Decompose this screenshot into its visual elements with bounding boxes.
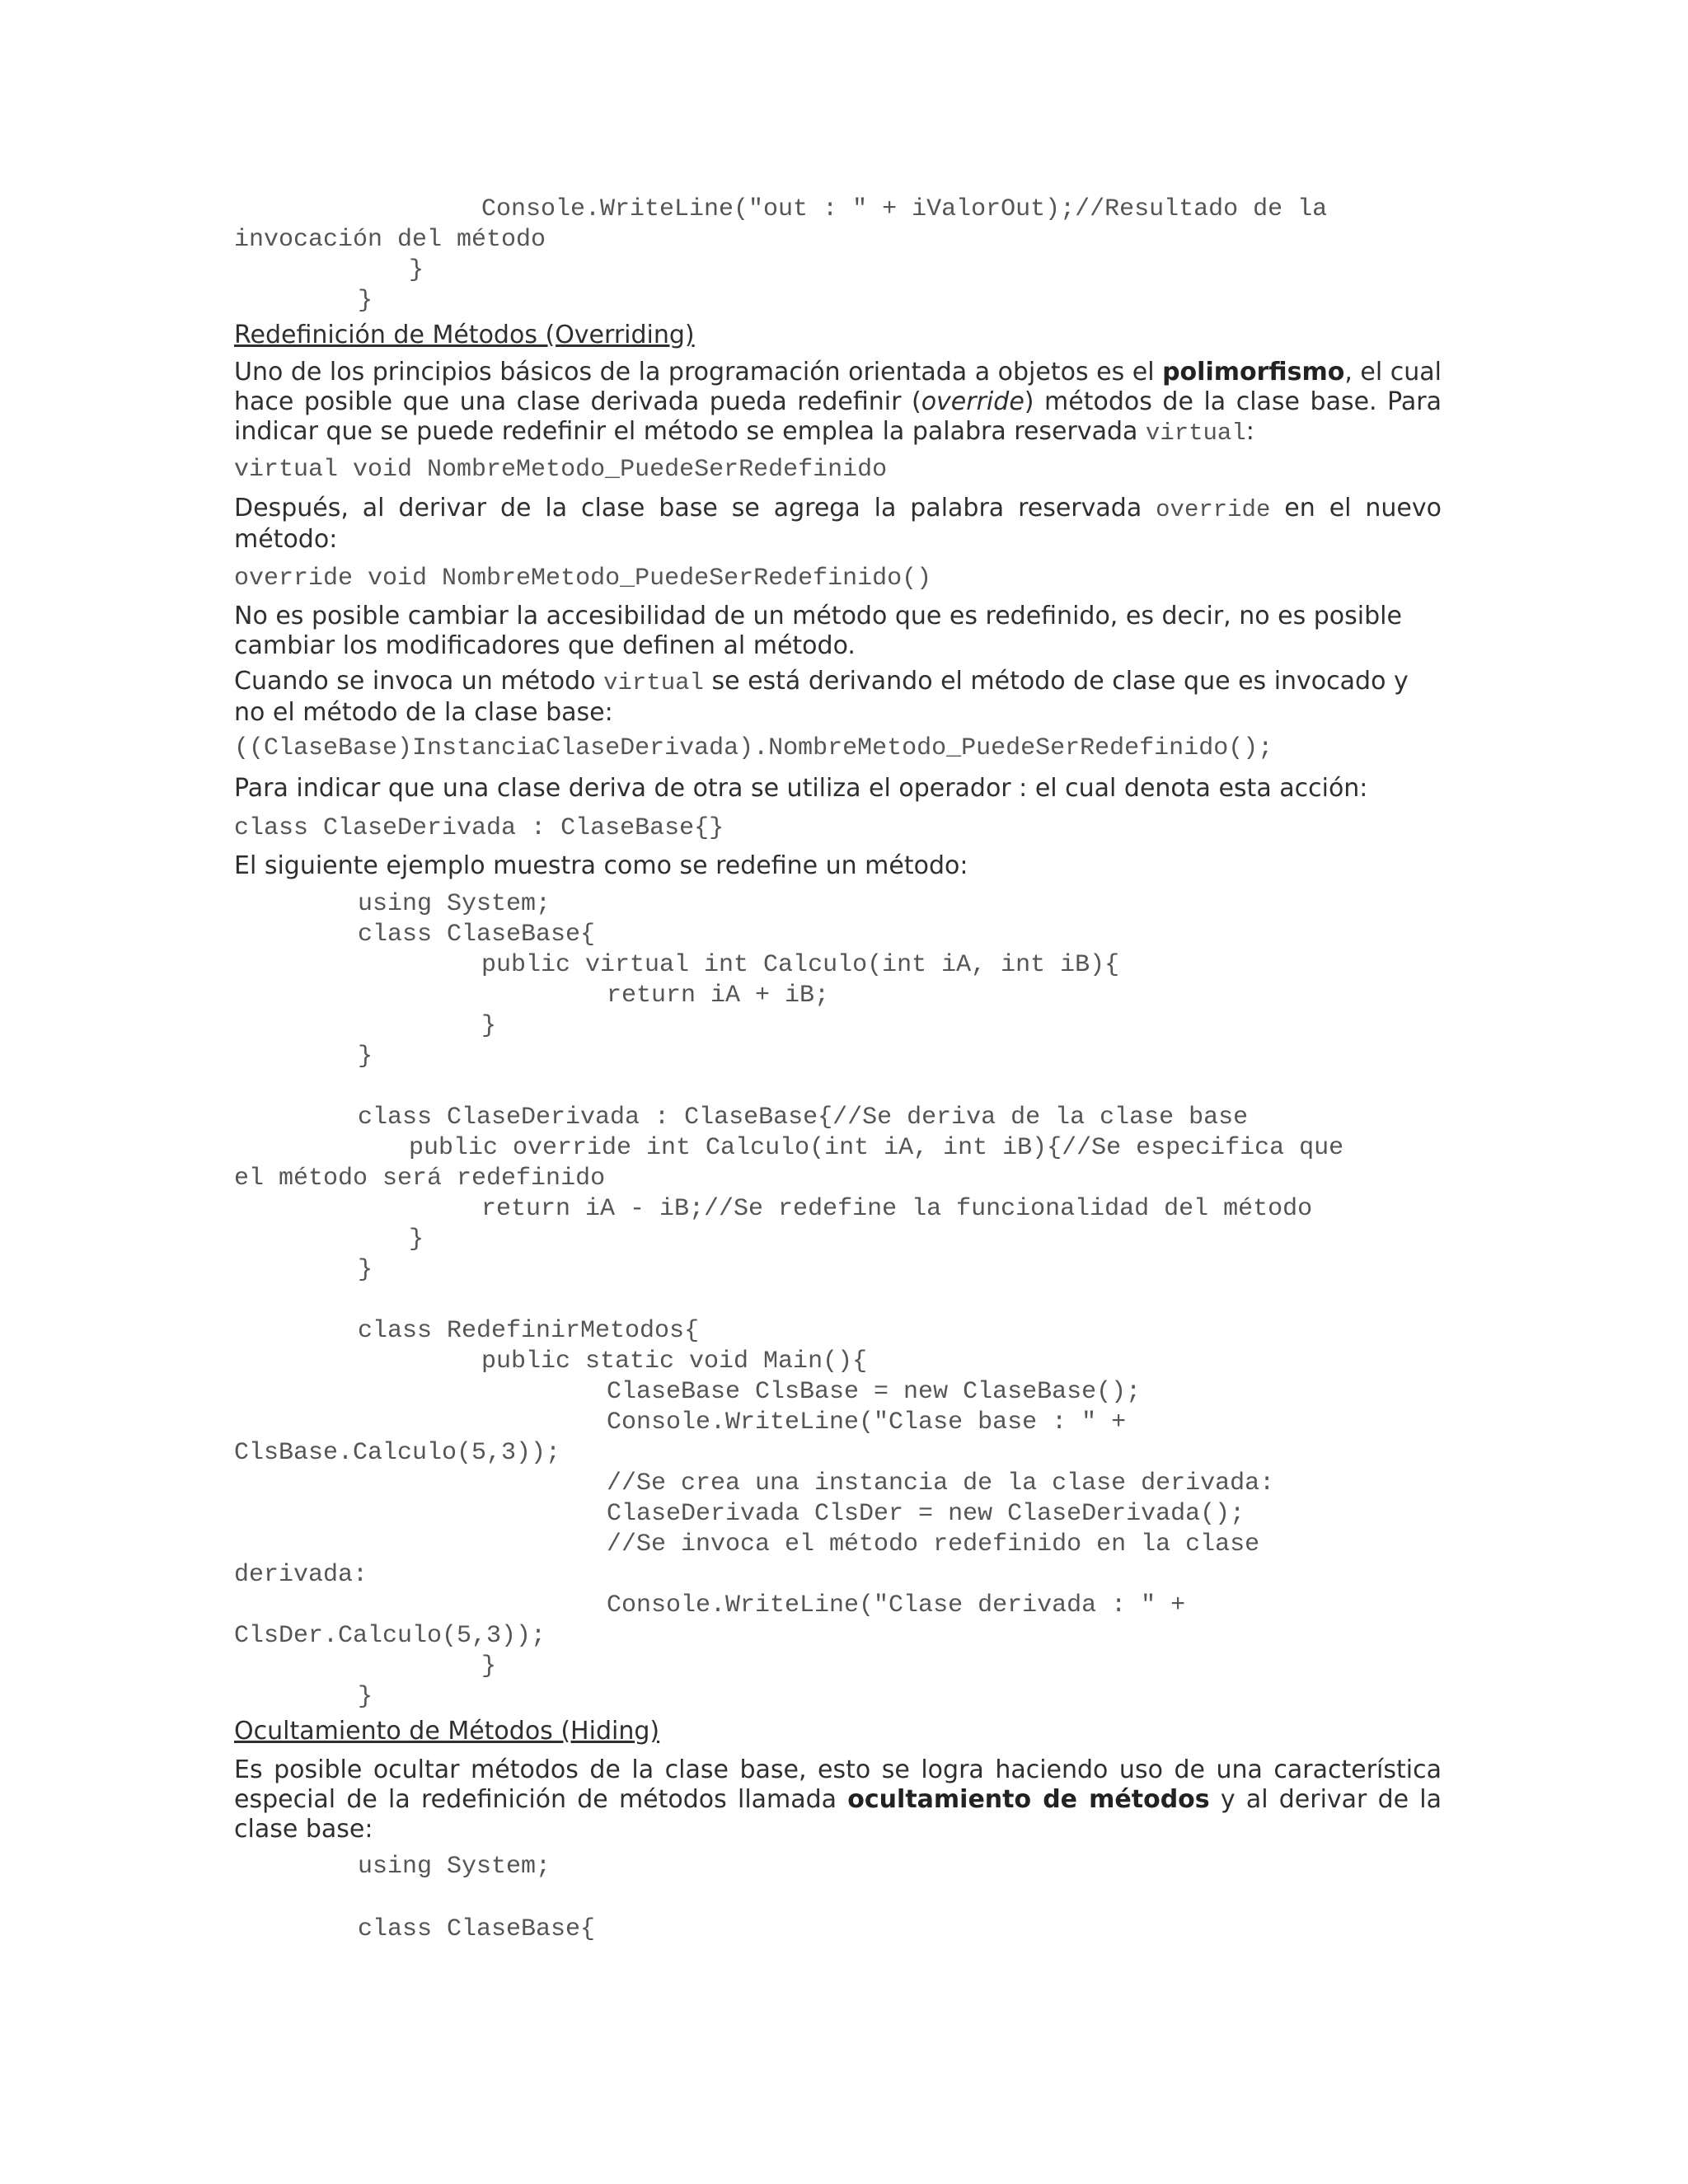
code-line: ClsDer.Calculo(5,3));	[234, 1622, 546, 1650]
code-line: return iA + iB;	[607, 982, 830, 1010]
code-line: invocación del método	[234, 226, 546, 254]
code-line: class ClaseBase{	[358, 921, 596, 949]
code-line: ((ClaseBase)InstanciaClaseDerivada).NombreMetodo_PuedeSerRedefinido();	[234, 734, 1273, 762]
paragraph-ocultamiento: Es posible ocultar métodos de la clase base, esto se logra haciendo uso de una característica especial de la redefinición de métodos llamada ocultamiento de métodos y al derivar de la clase base:	[234, 1755, 1442, 1844]
code-line: class ClaseDerivada : ClaseBase{}	[234, 814, 724, 842]
code-line: }	[358, 1256, 373, 1284]
paragraph-ejemplo: El siguiente ejemplo muestra como se redefine un método:	[234, 851, 968, 880]
inline-code: override	[1156, 496, 1271, 523]
code-line: }	[481, 1012, 497, 1040]
bold-term: polimorfismo	[1162, 358, 1345, 387]
code-line: ClsBase.Calculo(5,3));	[234, 1439, 561, 1467]
code-line: class ClaseDerivada : ClaseBase{//Se deriva de la clase base	[358, 1104, 1249, 1132]
section-heading-hiding: Ocultamiento de Métodos (Hiding)	[234, 1717, 660, 1746]
section-heading-overriding: Redefinición de Métodos (Overriding)	[234, 321, 695, 349]
code-line: virtual void NombreMetodo_PuedeSerRedefinido	[234, 456, 888, 484]
inline-code: virtual	[1145, 419, 1246, 447]
code-line: override void NombreMetodo_PuedeSerRedefinido()	[234, 565, 932, 593]
code-line: Console.WriteLine("Clase derivada : " +	[607, 1591, 1186, 1619]
inline-code: virtual	[603, 669, 704, 696]
code-line: class RedefinirMetodos{	[358, 1317, 700, 1345]
code-line: return iA - iB;//Se redefine la funcionalidad del método	[481, 1195, 1313, 1223]
code-line: }	[409, 1226, 424, 1254]
code-line: using System;	[358, 1853, 551, 1881]
code-line: ClaseBase ClsBase = new ClaseBase();	[607, 1378, 1142, 1406]
code-comment: //Se invoca el método redefinido en la clase	[607, 1530, 1260, 1558]
code-line: }	[358, 1043, 373, 1071]
code-line: Console.WriteLine("out : " + iValorOut);//Resultado de la	[481, 195, 1328, 223]
code-line: }	[358, 287, 373, 315]
paragraph-override: Después, al derivar de la clase base se agrega la palabra reservada override en el nuevo método:	[234, 494, 1442, 554]
code-line: }	[481, 1652, 497, 1680]
italic-term: override	[921, 387, 1025, 416]
code-line: ClaseDerivada ClsDer = new ClaseDerivada();	[607, 1500, 1245, 1528]
code-line: class ClaseBase{	[358, 1915, 596, 1943]
bold-term: ocultamiento de métodos	[847, 1785, 1210, 1814]
paragraph-polimorfismo: Uno de los principios básicos de la programación orientada a objetos es el polimorfismo, el cual hace posible que una clase derivada pueda redefinir (override) métodos de la clase base. Para indicar que se puede redefinir el método se emplea la palabra reservada virtual:	[234, 358, 1442, 447]
code-comment: derivada:	[234, 1561, 368, 1589]
code-comment: //Se crea una instancia de la clase derivada:	[607, 1469, 1275, 1497]
paragraph-virtual-invocation: Cuando se invoca un método virtual se está derivando el método de clase que es invocado y no el método de la clase base:	[234, 667, 1409, 727]
code-line: Console.WriteLine("Clase base : " +	[607, 1408, 1127, 1436]
code-line: el método será redefinido	[234, 1165, 606, 1193]
code-line: }	[409, 256, 424, 284]
code-line: public override int Calculo(int iA, int iB){//Se especifica que	[409, 1134, 1344, 1162]
paragraph-accesibilidad: No es posible cambiar la accesibilidad de un método que es redefinido, es decir, no es posible cambiar los modificadores que definen al método.	[234, 602, 1402, 660]
code-line: }	[358, 1683, 373, 1711]
paragraph-operador: Para indicar que una clase deriva de otra se utiliza el operador : el cual denota esta acción:	[234, 774, 1368, 803]
code-line: public static void Main(){	[481, 1347, 868, 1376]
code-line: public virtual int Calculo(int iA, int iB){	[481, 951, 1120, 979]
code-line: using System;	[358, 890, 551, 918]
